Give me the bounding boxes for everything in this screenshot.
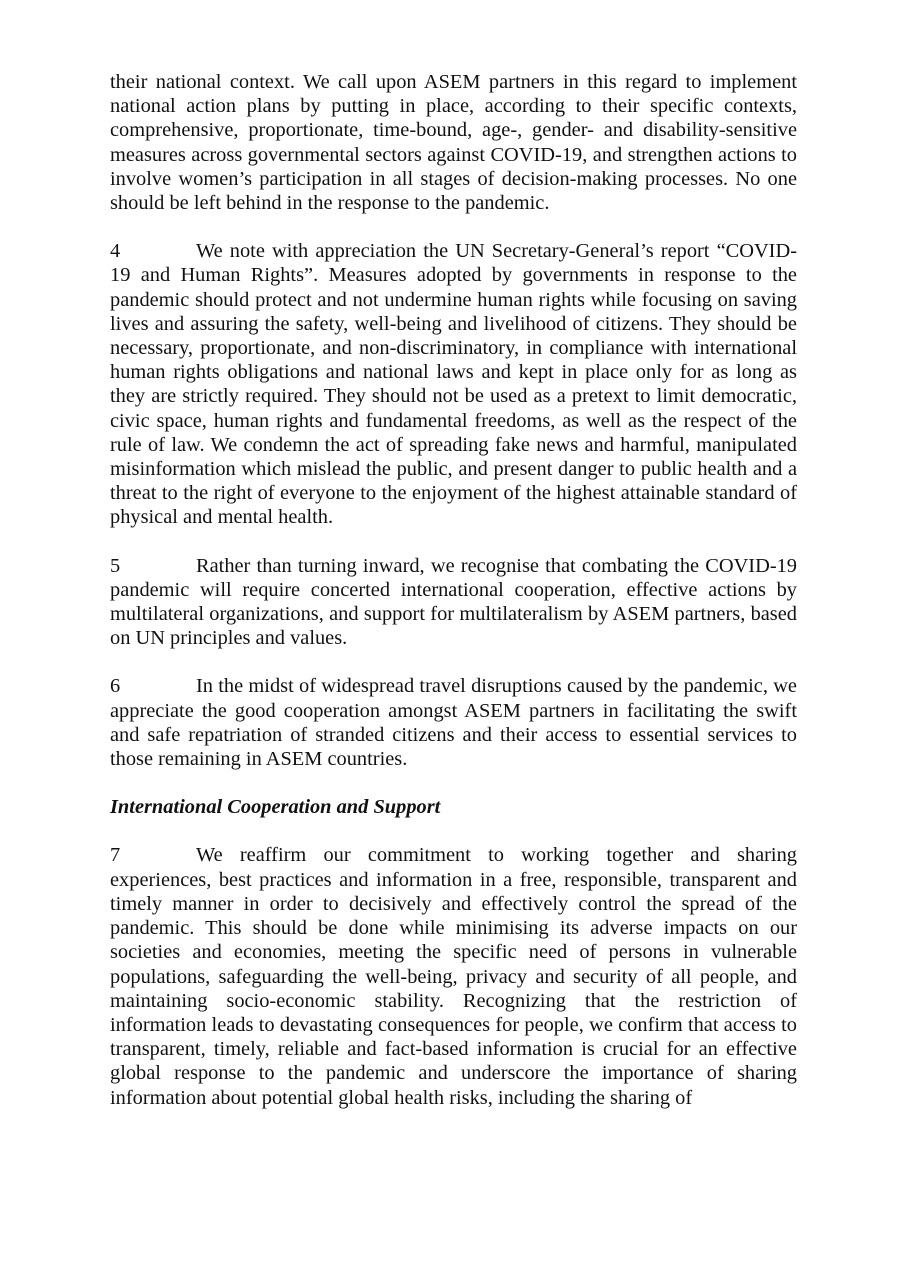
paragraph-number: 4 [110, 240, 121, 263]
paragraph-5 [110, 554, 797, 651]
paragraph-number: 6 [110, 675, 121, 698]
paragraph-text: Rather than turning inward, we recognise that combating the COVID-19 pandemic will require concerted international cooperation, effective actions by multilateral organizations, and support for multilateralism by ASEM partners, based on UN principles and values. [110, 554, 797, 650]
paragraph-number: 7 [110, 844, 121, 867]
paragraph-text: We note with appreciation the UN Secretary-General’s report “COVID-19 and Human Rights”. Measures adopted by governments in response to the pandemic should protect and not undermine human rights while focusing on saving lives and assuring the safety, well-being and livelihood of citizens. They should be necessary, proportionate, and non-discriminatory, in compliance with international human rights obligations and national laws and kept in place only for as long as they are strictly required. They should not be used as a pretext to limit democratic, civic space, human rights and fundamental freedoms, as well as the respect of the rule of law. We condemn the act of spreading fake news and harmful, manipulated misinformation which mislead the public, and present danger to public health and a threat to the right of everyone to the enjoyment of the highest attainable standard of physical and mental health. [110, 240, 797, 529]
paragraph-continued [110, 70, 797, 215]
paragraph-text: In the midst of widespread travel disruptions caused by the pandemic, we appreciate the good cooperation amongst ASEM partners in facilitating the swift and safe repatriation of stranded citizens and their access to essential services to those remaining in ASEM countries. [110, 675, 797, 771]
paragraph-text: their national context. We call upon ASEM partners in this regard to implement national action plans by putting in place, according to their specific contexts, comprehensive, proportionate, time-bound, age-, gender- and disability-sensitive measures across governmental sectors against COVID-19, and strengthen actions to involve women’s participation in all stages of decision-making processes. No one should be left behind in the response to the pandemic. [110, 71, 797, 215]
paragraph-number: 5 [110, 554, 121, 577]
paragraph-text: We reaffirm our commitment to working together and sharing experiences, best practices and information in a free, responsible, transparent and timely manner in order to decisively and effectively control the spread of the pandemic. This should be done while minimising its adverse impacts on our societies and economies, meeting the specific need of persons in vulnerable populations, safeguarding the well-being, privacy and security of all people, and maintaining socio-economic stability. Recognizing that the restriction of information leads to devastating consequences for people, we confirm that access to transparent, timely, reliable and fact-based information is crucial for an effective global response to the pandemic and underscore the importance of sharing information about potential global health risks, including the sharing of [110, 844, 797, 1109]
document-page [110, 70, 797, 1134]
paragraph-6 [110, 674, 797, 771]
paragraph-7 [110, 843, 797, 1109]
section-heading: International Cooperation and Support [110, 796, 441, 819]
paragraph-4 [110, 239, 797, 529]
